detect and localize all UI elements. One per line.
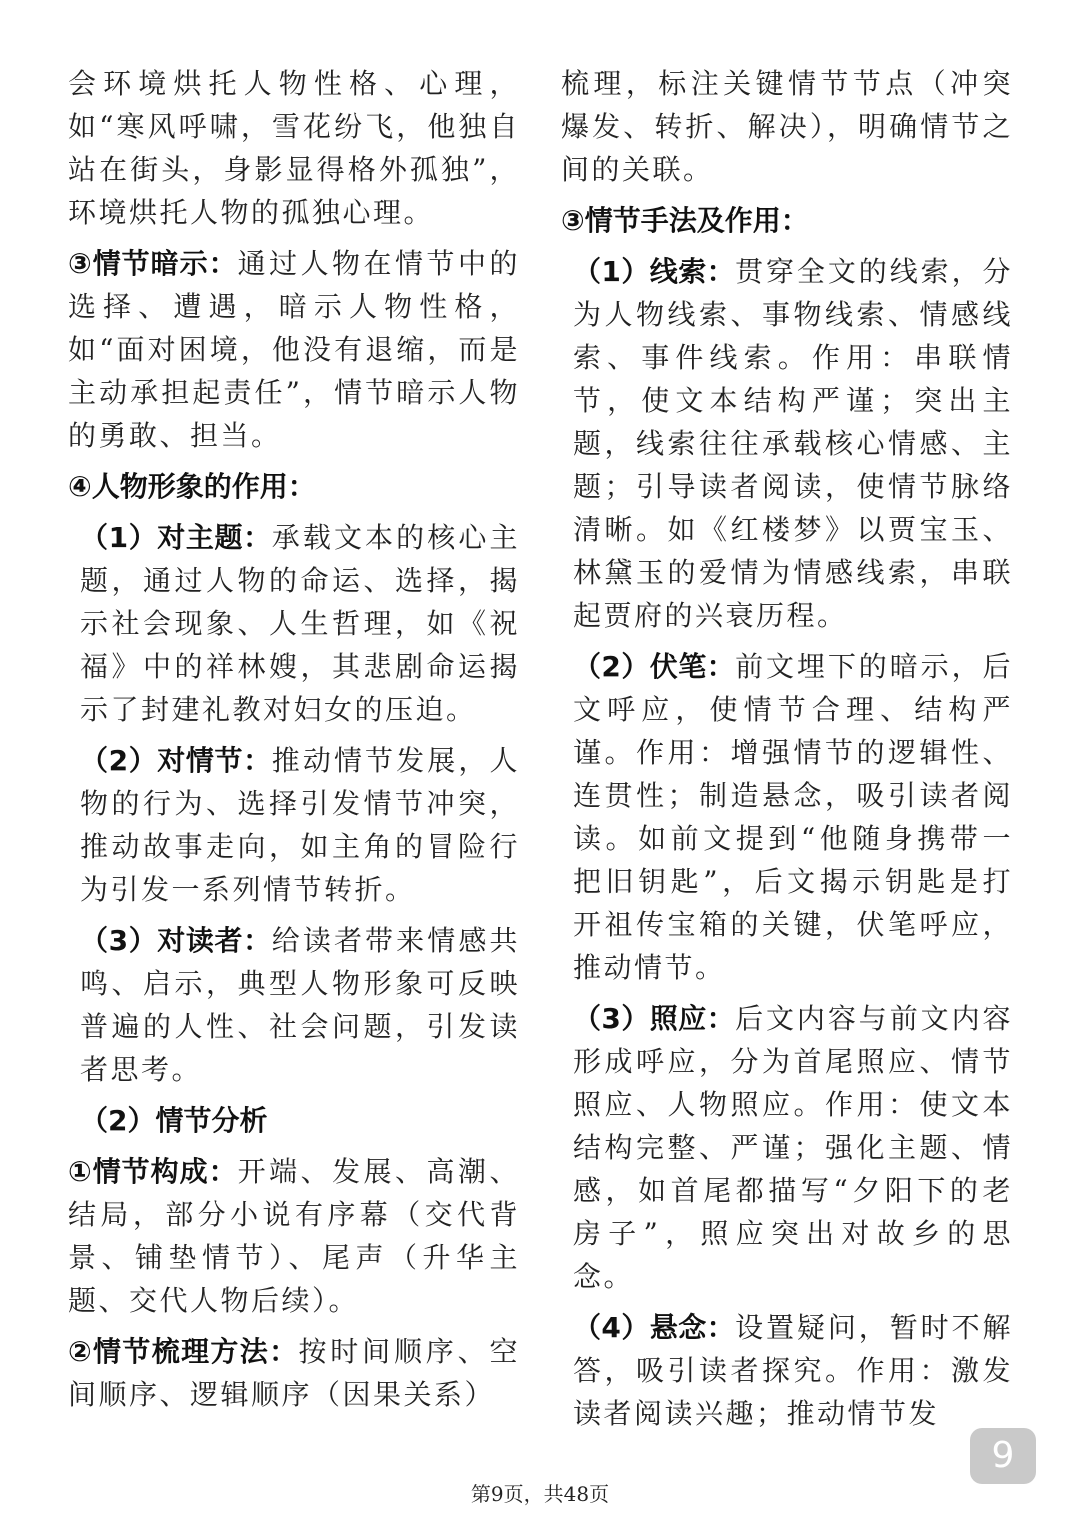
paragraph <box>561 250 1013 637</box>
paragraph-text: 开端、发展、高潮、结局，部分小说有序幕（交代背景、铺垫情节）、尾声（升华主题、交代人物后续）。 <box>68 1155 520 1317</box>
paragraph <box>561 645 1013 989</box>
paragraph <box>68 516 520 731</box>
section-label: （4）悬念： <box>573 1311 736 1344</box>
paragraph <box>561 1306 1013 1435</box>
paragraph <box>68 1150 520 1322</box>
paragraph: 梳理，标注关键情节节点（冲突爆发、转折、解决），明确情节之间的关联。 <box>561 67 1013 186</box>
right-column <box>561 62 1013 1443</box>
left-column <box>68 62 520 1424</box>
section-label: ③情节暗示： <box>68 247 238 280</box>
section-label: （2）伏笔： <box>573 650 736 683</box>
section-heading: （2）情节分析 <box>80 1104 268 1137</box>
page-footer: 第9页，共48页 <box>470 1482 610 1506</box>
section-label: ②情节梳理方法： <box>68 1335 299 1368</box>
section-label: （3）对读者： <box>80 924 272 957</box>
paragraph: 会环境烘托人物性格、心理，如“寒风呼啸，雪花纷飞，他独自站在街头，身影显得格外孤独”，环境烘托人物的孤独心理。 <box>68 67 520 229</box>
section-label: （1）对主题： <box>80 521 272 554</box>
paragraph-text: 按时间顺序、空间顺序、逻辑顺序（因果关系） <box>68 1335 520 1411</box>
paragraph <box>68 919 520 1091</box>
paragraph-text: 贯穿全文的线索，分为人物线索、事物线索、情感线索、事件线索。作用：串联情节，使文本结构严谨；突出主题，线索往往承载核心情感、主题；引导读者阅读，使情节脉络清晰。如《红楼梦》以贾宝玉、林黛玉的爱情为情感线索，串联起贾府的兴衰历程。 <box>573 255 1013 632</box>
paragraph-text: 承载文本的核心主题，通过人物的命运、选择，揭示社会现象、人生哲理，如《祝福》中的祥林嫂，其悲剧命运揭示了封建礼教对妇女的压迫。 <box>80 521 520 726</box>
paragraph-text: 前文埋下的暗示，后文呼应，使情节合理、结构严谨。作用：增强情节的逻辑性、连贯性；制造悬念，吸引读者阅读。如前文提到“他随身携带一把旧钥匙”，后文揭示钥匙是打开祖传宝箱的关键，伏笔呼应，推动情节。 <box>573 650 1013 984</box>
section-heading: ③情节手法及作用： <box>561 204 809 237</box>
paragraph <box>68 1330 520 1416</box>
section-heading: ④人物形象的作用： <box>68 470 316 503</box>
paragraph-text: 设置疑问，暂时不解答，吸引读者探究。作用：激发读者阅读兴趣；推动情节发 <box>573 1311 1013 1430</box>
paragraph <box>561 997 1013 1298</box>
paragraph-text: 给读者带来情感共鸣、启示，典型人物形象可反映普遍的人性、社会问题，引发读者思考。 <box>80 924 520 1086</box>
section-label: （2）对情节： <box>80 744 272 777</box>
paragraph-text: 推动情节发展，人物的行为、选择引发情节冲突，推动故事走向，如主角的冒险行为引发一系列情节转折。 <box>80 744 520 906</box>
section-label: （1）线索： <box>573 255 736 288</box>
paragraph <box>68 739 520 911</box>
section-label: （3）照应： <box>573 1002 736 1035</box>
section-label: ①情节构成： <box>68 1155 238 1188</box>
page-number-badge: 9 <box>970 1428 1036 1484</box>
paragraph <box>68 242 520 457</box>
paragraph-text: 后文内容与前文内容形成呼应，分为首尾照应、情节照应、人物照应。作用：使文本结构完整、严谨；强化主题、情感，如首尾都描写“夕阳下的老房子”，照应突出对故乡的思念。 <box>573 1002 1013 1293</box>
paragraph-text: 通过人物在情节中的选择、遭遇，暗示人物性格，如“面对困境，他没有退缩，而是主动承担起责任”，情节暗示人物的勇敢、担当。 <box>68 247 520 452</box>
